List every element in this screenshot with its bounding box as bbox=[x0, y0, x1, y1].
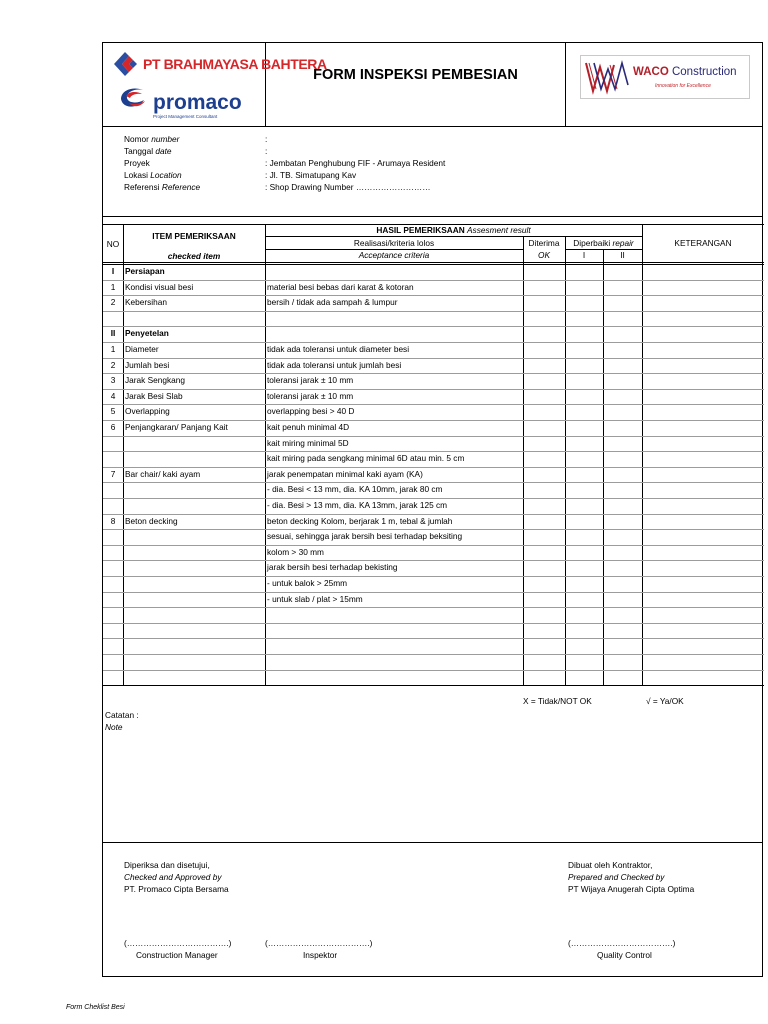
table-cell-no: 3 bbox=[110, 375, 116, 386]
table-cell-no: 8 bbox=[110, 515, 116, 526]
info-value-tanggal: : bbox=[265, 146, 268, 156]
table-cell-criteria: toleransi jarak ± 10 mm bbox=[267, 390, 354, 401]
row-divider bbox=[103, 342, 764, 343]
table-cell-item: Kondisi visual besi bbox=[125, 281, 194, 292]
table-cell-criteria: tidak ada toleransi untuk jumlah besi bbox=[267, 359, 402, 370]
role-construction-manager: Construction Manager bbox=[136, 950, 218, 960]
table-cell-item: Overlapping bbox=[125, 406, 170, 417]
col-header-no: NO bbox=[106, 239, 120, 249]
row-divider bbox=[103, 685, 764, 686]
row-divider bbox=[103, 654, 764, 655]
brahmayasa-logo bbox=[111, 51, 327, 82]
header-sub-border bbox=[265, 236, 642, 237]
table-cell-criteria: overlapping besi > 40 D bbox=[267, 406, 355, 417]
sign-right-line1: Dibuat oleh Kontraktor, bbox=[568, 860, 653, 870]
col-header-diterima: Diterima bbox=[528, 238, 560, 248]
table-cell-item: Penyetelan bbox=[125, 328, 169, 339]
table-cell-item: Persiapan bbox=[125, 266, 165, 276]
sign-left-line2: Checked and Approved by bbox=[124, 872, 222, 882]
header-bottom-border bbox=[103, 264, 764, 265]
sign-blank-qc: (……………………………….) bbox=[568, 938, 676, 948]
legend-ok: √ = Ya/OK bbox=[646, 696, 684, 706]
logo-cell bbox=[103, 43, 327, 126]
row-divider bbox=[103, 420, 764, 421]
waco-tagline: Innovation for Excellence bbox=[655, 83, 711, 89]
row-divider bbox=[103, 373, 764, 374]
notes-divider bbox=[103, 842, 762, 843]
table-cell-criteria: kait penuh minimal 4D bbox=[267, 422, 350, 432]
table-cell-no: 2 bbox=[110, 297, 116, 308]
promaco-swirl-icon bbox=[117, 85, 149, 113]
info-block bbox=[103, 126, 762, 217]
row-divider bbox=[103, 607, 764, 608]
row-divider bbox=[103, 467, 764, 468]
promaco-name: promaco bbox=[153, 91, 242, 114]
table-cell-criteria: tidak ada toleransi untuk diameter besi bbox=[267, 344, 410, 354]
promaco-tagline: Project Management Consultant bbox=[153, 114, 218, 119]
table-cell-criteria: jarak bersih besi terhadap bekisting bbox=[267, 562, 398, 573]
form-header bbox=[103, 43, 762, 127]
role-quality-control: Quality Control bbox=[597, 950, 652, 960]
col-header-keterangan: KETERANGAN bbox=[674, 238, 732, 248]
table-cell-criteria: beton decking Kolom, berjarak 1 m, tebal & jumlah bbox=[267, 515, 453, 526]
waco-emblem-icon bbox=[584, 59, 630, 95]
table-cell-item: Bar chair/ kaki ayam bbox=[125, 468, 201, 479]
footer-form-name: Form Cheklist Besi bbox=[66, 1004, 125, 1011]
table-cell-criteria: bersih / tidak ada sampah & lumpur bbox=[267, 297, 398, 308]
col-header-kriteria: Realisasi/kriteria lolos bbox=[353, 238, 435, 248]
table-cell-item: Jarak Sengkang bbox=[125, 375, 185, 386]
col-header-kriteria-en: Acceptance criteria bbox=[358, 250, 430, 260]
row-divider bbox=[103, 358, 764, 359]
col-header-roman-1: I bbox=[582, 250, 586, 260]
row-divider bbox=[103, 560, 764, 561]
brahmayasa-emblem-icon bbox=[111, 51, 139, 77]
waco-logo bbox=[580, 55, 750, 99]
sign-blank-cm: (……………………………….) bbox=[124, 938, 232, 948]
row-divider bbox=[103, 638, 764, 639]
column-divider bbox=[642, 224, 643, 685]
info-value-referensi: : Shop Drawing Number ……………………… bbox=[265, 182, 431, 192]
row-divider bbox=[103, 326, 764, 327]
row-divider bbox=[103, 451, 764, 452]
column-divider bbox=[123, 224, 124, 685]
table-cell-no: II bbox=[110, 328, 116, 339]
table-cell-criteria: - untuk slab / plat > 15mm bbox=[267, 593, 363, 604]
row-divider bbox=[103, 311, 764, 312]
table-cell-criteria: kait miring pada sengkang minimal 6D atau min. 5 cm bbox=[267, 453, 465, 464]
info-label-referensi: Referensi Reference bbox=[124, 182, 201, 192]
header-sub-border bbox=[265, 249, 523, 250]
sign-right-line3: PT Wijaya Anugerah Cipta Optima bbox=[568, 884, 695, 894]
table-cell-no: 6 bbox=[110, 422, 116, 432]
row-divider bbox=[103, 623, 764, 624]
header-bottom-border bbox=[103, 262, 764, 263]
col-header-hasil: HASIL PEMERIKSAAN Assesment result bbox=[376, 225, 531, 235]
table-cell-no: I bbox=[111, 266, 115, 276]
table-cell-item: Diameter bbox=[125, 344, 159, 354]
col-header-item-en: checked item bbox=[167, 251, 221, 261]
col-header-item: ITEM PEMERIKSAAN bbox=[152, 231, 236, 241]
form-title: FORM INSPEKSI PEMBESIAN bbox=[313, 67, 518, 83]
row-divider bbox=[103, 592, 764, 593]
row-divider bbox=[103, 514, 764, 515]
row-divider bbox=[103, 295, 764, 296]
table-cell-item: Penjangkaran/ Panjang Kait bbox=[125, 422, 228, 432]
col-header-diterima-en: OK bbox=[538, 250, 550, 260]
sign-left-line1: Diperiksa dan disetujui, bbox=[124, 860, 210, 870]
table-cell-criteria: jarak penempatan minimal kaki ayam (KA) bbox=[267, 468, 423, 479]
row-divider bbox=[103, 404, 764, 405]
info-value-proyek: : Jembatan Penghubung FIF - Arumaya Resident bbox=[265, 158, 446, 168]
col-header-diperbaiki: Diperbaiki repair bbox=[573, 238, 634, 248]
notes-label: Catatan : bbox=[105, 710, 139, 720]
column-divider bbox=[265, 224, 266, 685]
table-cell-criteria: kolom > 30 mm bbox=[267, 546, 324, 557]
table-cell-no: 4 bbox=[110, 390, 116, 401]
column-divider bbox=[523, 236, 524, 685]
col-header-roman-2: II bbox=[620, 250, 625, 260]
table-cell-criteria: sesuai, sehingga jarak bersih besi terhadap beksiting bbox=[267, 531, 463, 542]
table-cell-item: Jarak Besi Slab bbox=[125, 390, 183, 401]
table-cell-item: Kebersihan bbox=[125, 297, 167, 308]
table-top-border bbox=[103, 224, 764, 225]
row-divider bbox=[103, 436, 764, 437]
role-inspektor: Inspektor bbox=[303, 950, 338, 960]
table-cell-criteria: material besi bebas dari karat & kotoran bbox=[267, 281, 414, 292]
sign-blank-inspektor: (……………………………….) bbox=[265, 938, 373, 948]
waco-cell bbox=[565, 43, 762, 126]
row-divider bbox=[103, 482, 764, 483]
column-divider bbox=[565, 236, 566, 685]
row-divider bbox=[103, 498, 764, 499]
table-cell-item: Beton decking bbox=[125, 515, 178, 526]
notes-label-en: Note bbox=[105, 722, 123, 732]
table-cell-criteria: toleransi jarak ± 10 mm bbox=[267, 375, 354, 386]
table-cell-no: 7 bbox=[110, 468, 116, 479]
sign-right-line2: Prepared and Checked by bbox=[568, 872, 665, 882]
sign-left-line3: PT. Promaco Cipta Bersama bbox=[124, 884, 229, 894]
table-cell-criteria: kait miring minimal 5D bbox=[267, 437, 349, 448]
waco-name: WACO Construction bbox=[633, 66, 737, 78]
info-label-lokasi: Lokasi Location bbox=[124, 170, 182, 180]
row-divider bbox=[103, 389, 764, 390]
table-cell-item: Jumlah besi bbox=[125, 359, 170, 370]
row-divider bbox=[103, 545, 764, 546]
info-label-nomor: Nomor number bbox=[124, 134, 180, 144]
row-divider bbox=[103, 576, 764, 577]
info-value-lokasi: : Jl. TB. Simatupang Kav bbox=[265, 170, 357, 180]
inspection-form bbox=[102, 42, 763, 977]
row-divider bbox=[103, 670, 764, 671]
info-label-proyek: Proyek bbox=[124, 158, 150, 168]
legend-not-ok: X = Tidak/NOT OK bbox=[523, 696, 592, 706]
table-cell-criteria: - dia. Besi < 13 mm, dia. KA 10mm, jarak 80 cm bbox=[267, 484, 443, 495]
info-value-nomor: : bbox=[265, 134, 268, 144]
row-divider bbox=[103, 529, 764, 530]
table-cell-criteria: - dia. Besi > 13 mm, dia. KA 13mm, jarak 125 cm bbox=[267, 500, 448, 510]
promaco-logo bbox=[117, 85, 242, 119]
table-cell-criteria: - untuk balok > 25mm bbox=[267, 578, 348, 588]
table-cell-no: 5 bbox=[110, 406, 116, 417]
table-cell-no: 1 bbox=[110, 344, 116, 354]
table-cell-no: 2 bbox=[110, 359, 116, 370]
table-cell-no: 1 bbox=[110, 281, 116, 292]
brahmayasa-name: PT BRAHMAYASA BAHTERA bbox=[143, 56, 327, 72]
info-label-tanggal: Tanggal date bbox=[124, 146, 172, 156]
row-divider bbox=[103, 280, 764, 281]
